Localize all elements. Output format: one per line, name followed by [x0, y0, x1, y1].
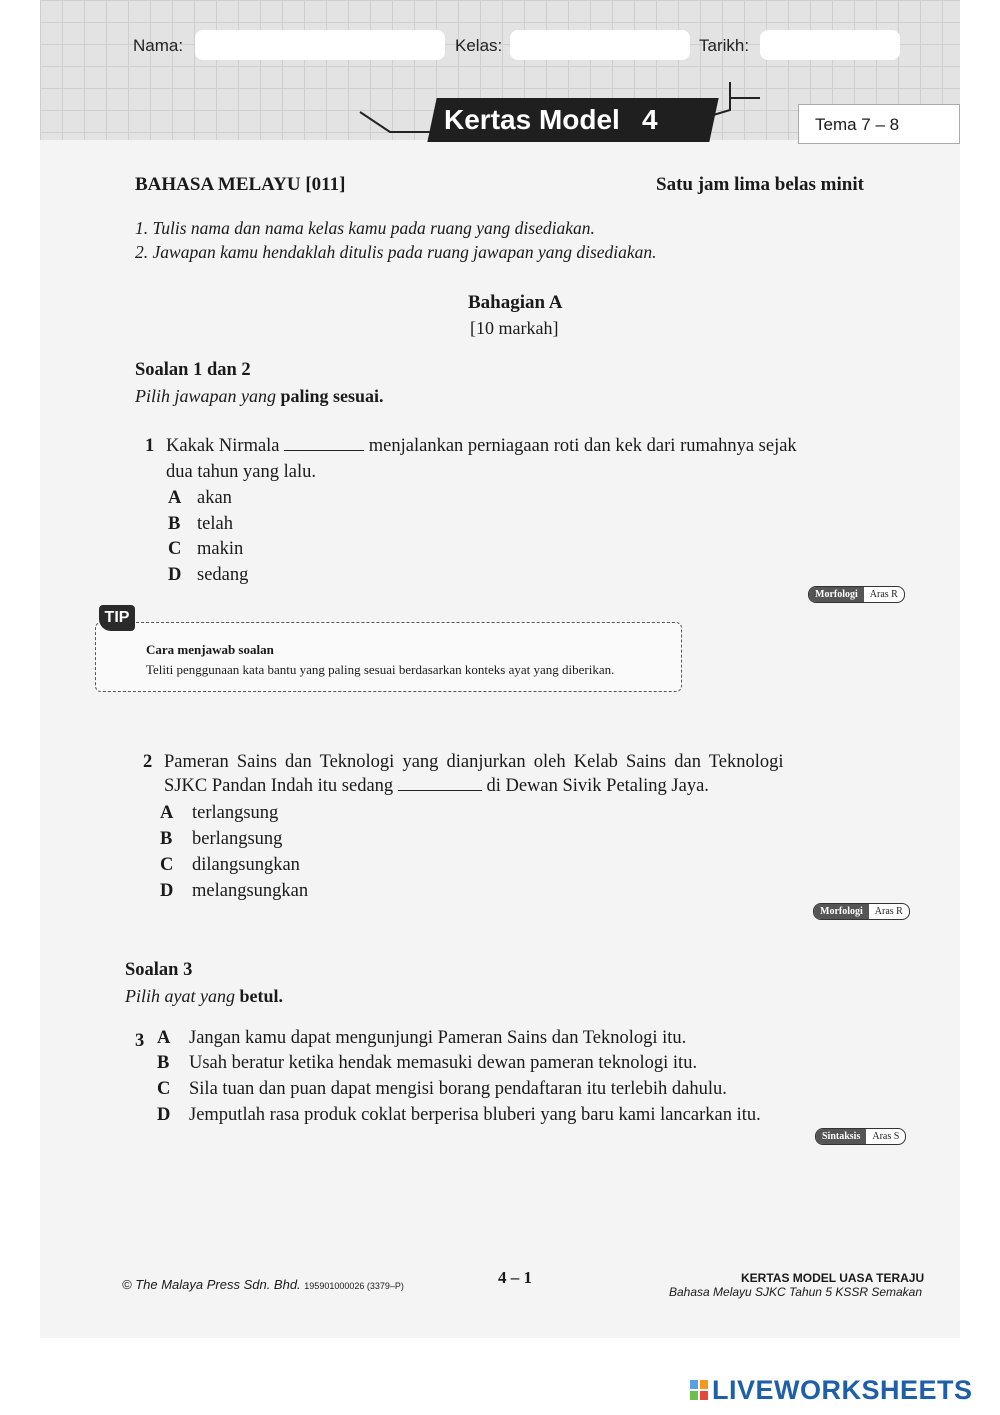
- banner-number: 4: [641, 104, 658, 135]
- footer-page-number: 4 – 1: [498, 1268, 532, 1287]
- q3-skill-tag: Sintaksis Aras S: [815, 1128, 906, 1145]
- q3-number: 3: [135, 1031, 145, 1051]
- q1-option-letter[interactable]: A: [168, 488, 182, 508]
- q1-option-text[interactable]: sedang: [197, 565, 249, 585]
- q1-number: 1: [145, 436, 155, 456]
- group1-heading: Soalan 1 dan 2: [135, 360, 251, 380]
- q2-option-letter[interactable]: A: [160, 803, 174, 823]
- tema-label: Tema 7 – 8: [798, 104, 960, 144]
- q2-stem-line2: SJKC Pandan Indah itu sedang di Dewan Sivik Petaling Jaya.: [164, 776, 709, 796]
- kelas-field[interactable]: [510, 30, 690, 60]
- section-title: Bahagian A: [468, 292, 563, 313]
- q3-option-letter[interactable]: D: [157, 1105, 171, 1125]
- subject-title: BAHASA MELAYU [011]: [135, 174, 346, 195]
- q1-option-letter[interactable]: C: [168, 539, 182, 559]
- tip-body: Teliti penggunaan kata bantu yang paling sesuai berdasarkan konteks ayat yang diberikan.: [146, 662, 615, 677]
- liveworksheets-brand: LIVEWORKSHEETS: [712, 1375, 973, 1405]
- q1-option-text[interactable]: makin: [197, 539, 244, 559]
- q2-option-letter[interactable]: B: [160, 829, 173, 849]
- tip-title: Cara menjawab soalan: [146, 642, 274, 657]
- q3-option-letter[interactable]: A: [157, 1028, 171, 1048]
- q1-option-letter[interactable]: B: [168, 514, 181, 534]
- q1-option-text[interactable]: telah: [197, 514, 233, 534]
- q1-stem-line2: dua tahun yang lalu.: [166, 462, 317, 482]
- q1-skill-tag: Morfologi Aras R: [808, 586, 905, 603]
- q2-stem-line1: Pameran Sains dan Teknologi yang dianjurkan oleh Kelab Sains dan Teknologi: [164, 752, 784, 772]
- q2-option-text[interactable]: terlangsung: [192, 803, 279, 823]
- q2-option-text[interactable]: dilangsungkan: [192, 855, 300, 875]
- instruction-1: 1. Tulis nama dan nama kelas kamu pada ruang yang disediakan.: [135, 218, 595, 238]
- exam-duration: Satu jam lima belas minit: [656, 174, 864, 195]
- liveworksheets-logo-icon: [690, 1380, 708, 1400]
- q2-option-letter[interactable]: C: [160, 855, 174, 875]
- q1-option-text[interactable]: akan: [197, 488, 232, 508]
- q2-option-text[interactable]: berlangsung: [192, 829, 283, 849]
- footer-publisher: © The Malaya Press Sdn. Bhd. 195901000026 (3379–P): [122, 1277, 404, 1292]
- q3-option-text[interactable]: Usah beratur ketika hendak memasuki dewan pameran teknologi itu.: [189, 1053, 698, 1073]
- footer-book: Bahasa Melayu SJKC Tahun 5 KSSR Semakan: [669, 1285, 923, 1299]
- kelas-label: Kelas:: [455, 36, 503, 55]
- tarikh-label: Tarikh:: [699, 36, 750, 55]
- tarikh-field[interactable]: [760, 30, 900, 60]
- q3-option-text[interactable]: Jangan kamu dapat mengunjungi Pameran Sains dan Teknologi itu.: [189, 1028, 687, 1048]
- q1-stem-line1: Kakak Nirmala menjalankan perniagaan roti dan kek dari rumahnya sejak: [166, 436, 797, 456]
- instruction-2: 2. Jawapan kamu hendaklah ditulis pada ruang jawapan yang disediakan.: [135, 242, 657, 262]
- q2-answer-blank[interactable]: [398, 776, 482, 791]
- q2-number: 2: [143, 752, 153, 772]
- group2-instruction: Pilih ayat yang betul.: [125, 986, 283, 1006]
- q3-option-text[interactable]: Jemputlah rasa produk coklat berperisa bluberi yang baru kami lancarkan itu.: [189, 1105, 761, 1125]
- q3-option-letter[interactable]: B: [157, 1053, 170, 1073]
- q3-option-text[interactable]: Sila tuan dan puan dapat mengisi borang pendaftaran itu terlebih dahulu.: [189, 1079, 727, 1099]
- group1-instruction: Pilih jawapan yang paling sesuai.: [135, 386, 384, 406]
- footer-series: KERTAS MODEL UASA TERAJU: [741, 1271, 925, 1285]
- q1-option-letter[interactable]: D: [168, 565, 182, 585]
- q2-option-letter[interactable]: D: [160, 881, 174, 901]
- nama-label: Nama:: [133, 36, 184, 55]
- q3-option-letter[interactable]: C: [157, 1079, 171, 1099]
- q2-skill-tag: Morfologi Aras R: [813, 903, 910, 920]
- kertas-model-banner: [427, 98, 718, 142]
- tip-badge: TIP: [99, 605, 135, 631]
- q2-option-text[interactable]: melangsungkan: [192, 881, 309, 901]
- banner-title: Kertas Model: [444, 104, 620, 135]
- nama-field[interactable]: [195, 30, 445, 60]
- q1-answer-blank[interactable]: [284, 436, 364, 451]
- group2-heading: Soalan 3: [125, 960, 193, 980]
- section-marks: [10 markah]: [470, 318, 559, 338]
